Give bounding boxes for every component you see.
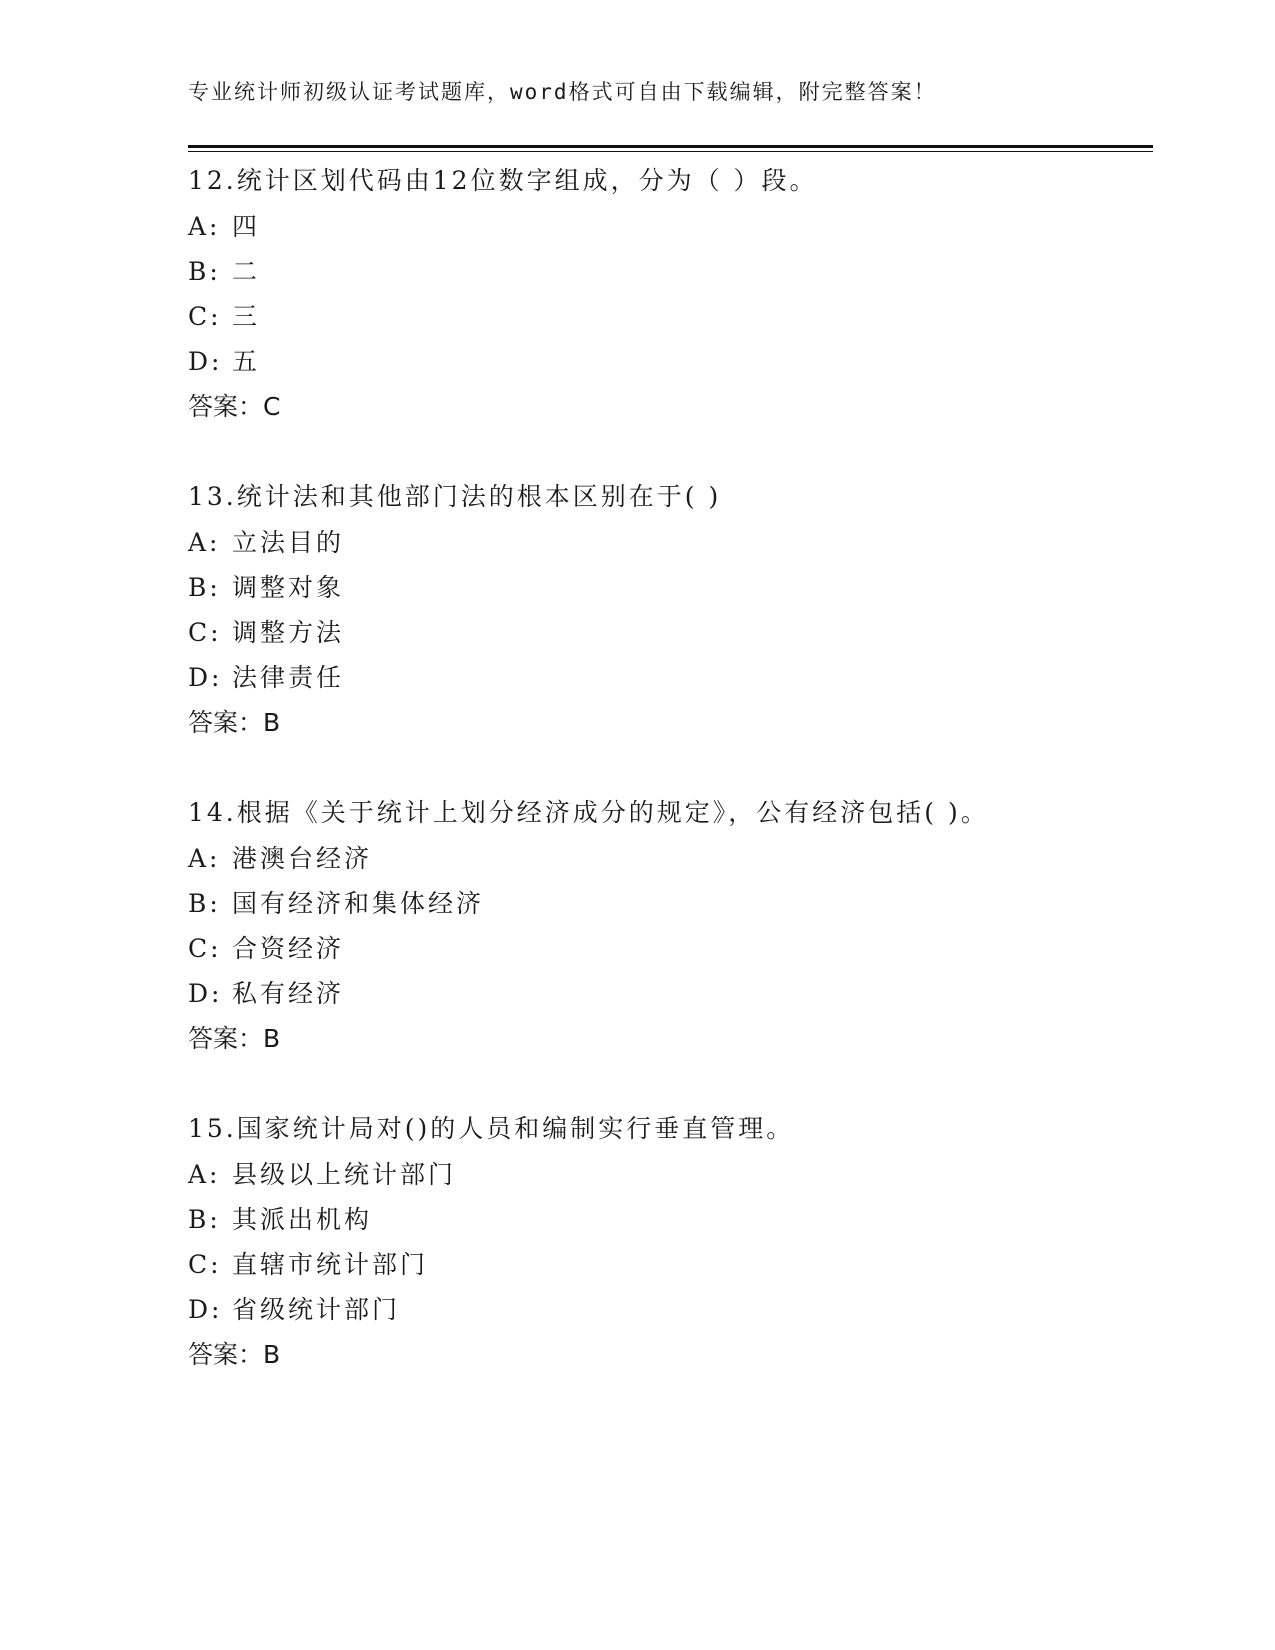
option-text: 法律责任 [232, 663, 345, 692]
question-stem: 14.根据《关于统计上划分经济成分的规定》，公有经济包括( )。 [188, 798, 989, 827]
option-key: D: [188, 663, 223, 692]
question-list [188, 158, 1153, 1422]
option-key: B: [188, 257, 221, 286]
header-text: 专业统计师初级认证考试题库，word格式可自由下载编辑，附完整答案！ [188, 80, 937, 104]
option-text: 合资经济 [232, 934, 345, 963]
option-text: 其派出机构 [232, 1205, 373, 1234]
option-key: C: [188, 1250, 222, 1279]
option-d [188, 339, 1153, 384]
option-key: A: [188, 844, 221, 873]
option-text: 国有经济和集体经济 [232, 889, 485, 918]
option-text: 五 [232, 347, 261, 376]
option-key: A: [188, 528, 221, 557]
answer-text: 答案：C [188, 392, 281, 421]
question-13 [188, 474, 1153, 746]
header-rule-thick [188, 145, 1153, 148]
option-key: D: [188, 979, 223, 1008]
option-key: A: [188, 1160, 221, 1189]
option-text: 私有经济 [232, 979, 345, 1008]
question-12 [188, 158, 1153, 430]
option-d [188, 655, 1153, 700]
header-rule-thin [188, 151, 1153, 152]
option-b [188, 565, 1153, 610]
option-key: B: [188, 573, 221, 602]
option-d [188, 971, 1153, 1016]
question-15 [188, 1106, 1153, 1378]
option-text: 港澳台经济 [232, 844, 373, 873]
option-c [188, 294, 1153, 339]
question-stem: 15.国家统计局对()的人员和编制实行垂直管理。 [188, 1114, 795, 1143]
option-c [188, 1242, 1153, 1287]
option-key: C: [188, 618, 222, 647]
option-a [188, 520, 1153, 565]
option-text: 三 [232, 302, 261, 331]
option-a [188, 836, 1153, 881]
option-text: 省级统计部门 [232, 1295, 401, 1324]
option-b [188, 881, 1153, 926]
option-key: B: [188, 1205, 221, 1234]
option-text: 县级以上统计部门 [232, 1160, 457, 1189]
question-stem: 13.统计法和其他部门法的根本区别在于( ) [188, 482, 722, 511]
option-text: 调整对象 [232, 573, 345, 602]
option-a [188, 204, 1153, 249]
option-text: 二 [232, 257, 261, 286]
option-key: A: [188, 212, 221, 241]
option-key: C: [188, 934, 222, 963]
option-d [188, 1287, 1153, 1332]
option-text: 直辖市统计部门 [232, 1250, 429, 1279]
option-key: C: [188, 302, 222, 331]
option-text: 四 [232, 212, 261, 241]
answer-text: 答案：B [188, 1024, 281, 1053]
answer-text: 答案：B [188, 708, 281, 737]
option-text: 立法目的 [232, 528, 345, 557]
option-text: 调整方法 [232, 618, 345, 647]
answer-text: 答案：B [188, 1340, 281, 1369]
option-key: D: [188, 1295, 223, 1324]
option-b [188, 1197, 1153, 1242]
option-key: B: [188, 889, 221, 918]
question-14 [188, 790, 1153, 1062]
option-c [188, 610, 1153, 655]
option-c [188, 926, 1153, 971]
option-key: D: [188, 347, 223, 376]
option-b [188, 249, 1153, 294]
option-a [188, 1152, 1153, 1197]
question-stem: 12.统计区划代码由12位数字组成，分为（ ）段。 [188, 166, 818, 195]
